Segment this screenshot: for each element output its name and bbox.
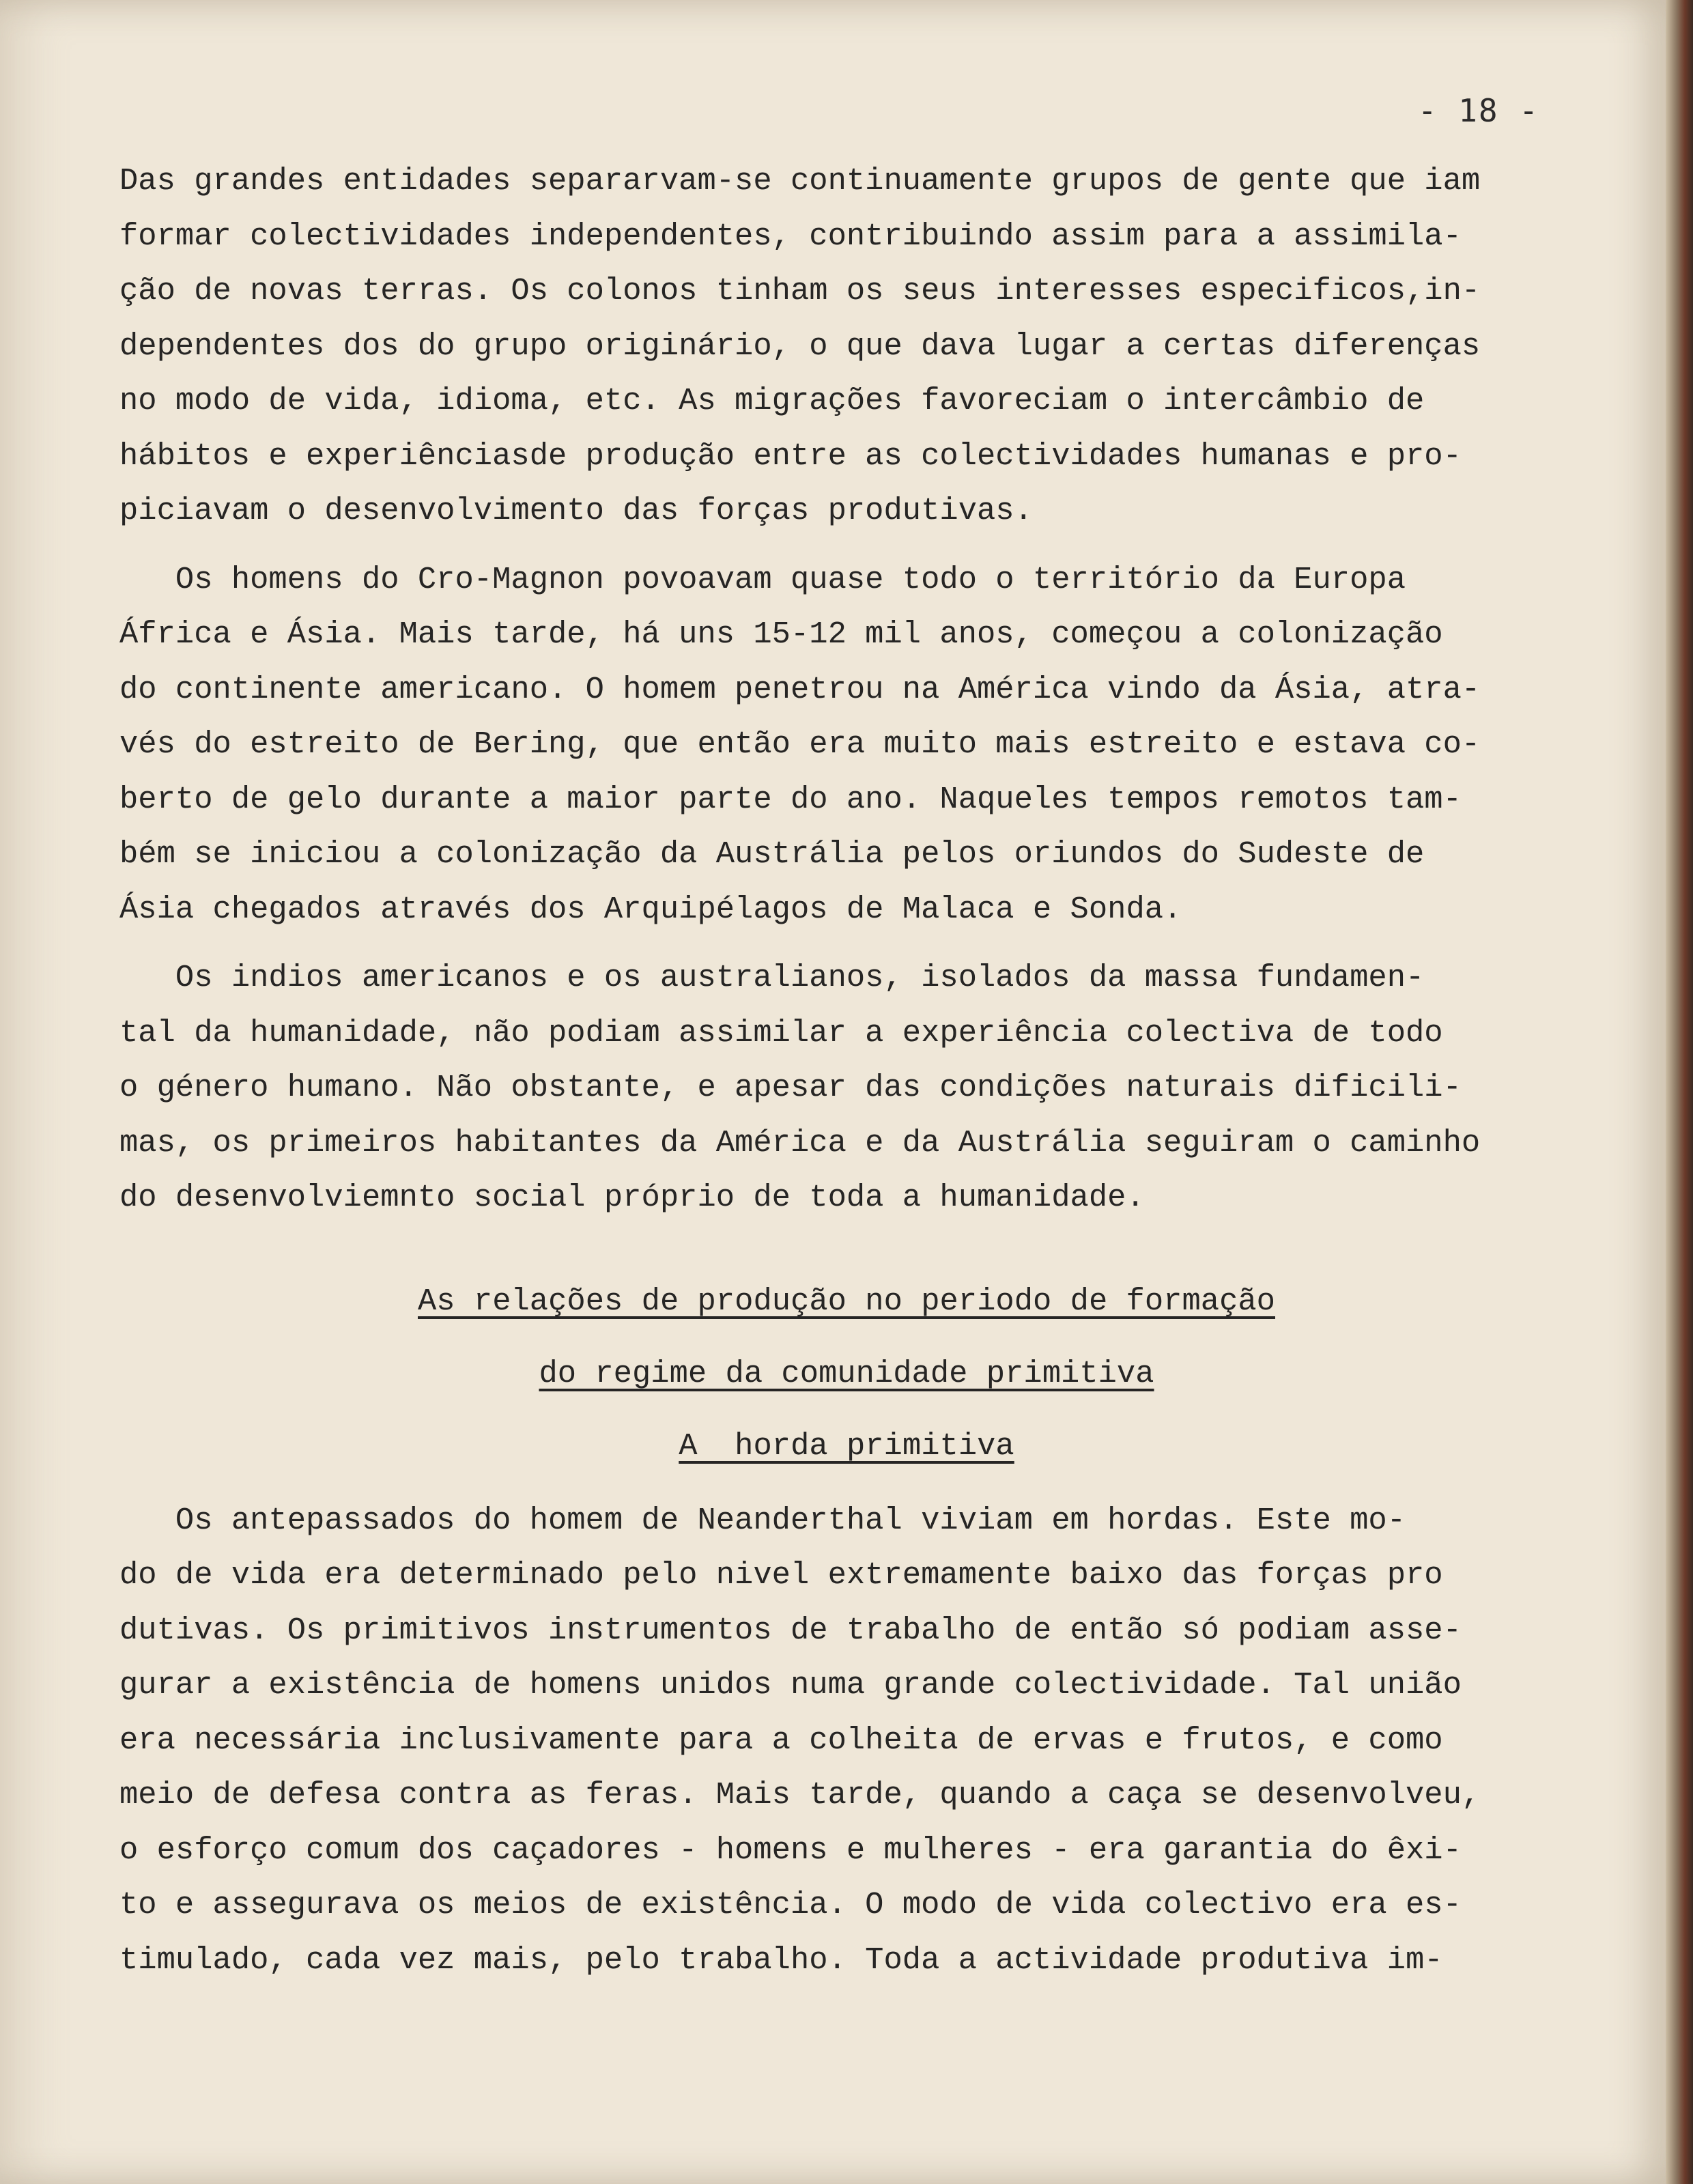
text-line: mas, os primeiros habitantes da América e da Austrália seguiram o caminho (119, 1124, 1481, 1161)
text-line: berto de gelo durante a maior parte do ano. Naqueles tempos remotos tam- (119, 781, 1462, 817)
text-line: meio de defesa contra as feras. Mais tarde, quando a caça se desenvolveu, (119, 1777, 1481, 1813)
text-line: gurar a existência de homens unidos numa grande colectividade. Tal união (119, 1667, 1462, 1703)
text-line: Os homens do Cro-Magnon povoavam quase todo o território da Europa (119, 561, 1406, 597)
document-body (119, 154, 1574, 2001)
text-line: formar colectividades independentes, contribuindo assim para a assimila- (119, 218, 1462, 254)
text-line: o género humano. Não obstante, e apesar das condições naturais dificili- (119, 1070, 1462, 1105)
section-heading (119, 1265, 1574, 1482)
text-line: Das grandes entidades separarvam-se continuamente grupos de gente que iam (119, 163, 1481, 199)
text-line: timulado, cada vez mais, pelo trabalho. Toda a actividade produtiva im- (119, 1942, 1443, 1978)
subsection-title: A horda primitiva (679, 1428, 1014, 1464)
text-line: do desenvolviemnto social próprio de toda a humanidade. (119, 1180, 1145, 1215)
text-line: dependentes dos do grupo originário, o que dava lugar a certas diferenças (119, 328, 1481, 364)
text-line: Os antepassados do homem de Neanderthal viviam em hordas. Este mo- (119, 1502, 1406, 1538)
text-line: África e Ásia. Mais tarde, há uns 15-12 mil anos, começou a colonização (119, 616, 1443, 652)
text-line: o esforço comum dos caçadores - homens e mulheres - era garantia do êxi- (119, 1832, 1462, 1868)
paragraph-3 (119, 950, 1574, 1225)
text-line: hábitos e experiênciasde produção entre as colectividades humanas e pro- (119, 438, 1462, 474)
text-line: no modo de vida, idioma, etc. As migrações favoreciam o intercâmbio de (119, 383, 1425, 419)
text-line: tal da humanidade, não podiam assimilar a experiência colectiva de todo (119, 1015, 1443, 1051)
text-line: Os indios americanos e os australianos, isolados da massa fundamen- (119, 960, 1425, 995)
text-line: bém se iniciou a colonização da Austrália pelos oriundos do Sudeste de (119, 836, 1425, 872)
text-line: to e assegurava os meios de existência. O modo de vida colectivo era es- (119, 1887, 1462, 1923)
section-title-line-1: As relações de produção no periodo de formação (417, 1283, 1275, 1319)
book-spine-edge (1666, 0, 1693, 2184)
page-number: - 18 - (1417, 92, 1539, 129)
text-line: piciavam o desenvolvimento das forças produtivas. (119, 493, 1033, 528)
text-line: vés do estreito de Bering, que então era muito mais estreito e estava co- (119, 726, 1481, 762)
paragraph-1 (119, 154, 1574, 539)
text-line: do de vida era determinado pelo nivel extremamente baixo das forças pro (119, 1557, 1443, 1593)
text-line: era necessária inclusivamente para a colheita de ervas e frutos, e como (119, 1722, 1443, 1758)
section-title-line-2: do regime da comunidade primitiva (539, 1355, 1154, 1391)
text-line: dutivas. Os primitivos instrumentos de trabalho de então só podiam asse- (119, 1612, 1462, 1648)
text-line: do continente americano. O homem penetrou na América vindo da Ásia, atra- (119, 671, 1481, 707)
paragraph-4 (119, 1493, 1574, 1988)
paragraph-2 (119, 552, 1574, 937)
text-line: ção de novas terras. Os colonos tinham os seus interesses especificos,in- (119, 273, 1481, 309)
text-line: Ásia chegados através dos Arquipélagos de Malaca e Sonda. (119, 891, 1182, 927)
